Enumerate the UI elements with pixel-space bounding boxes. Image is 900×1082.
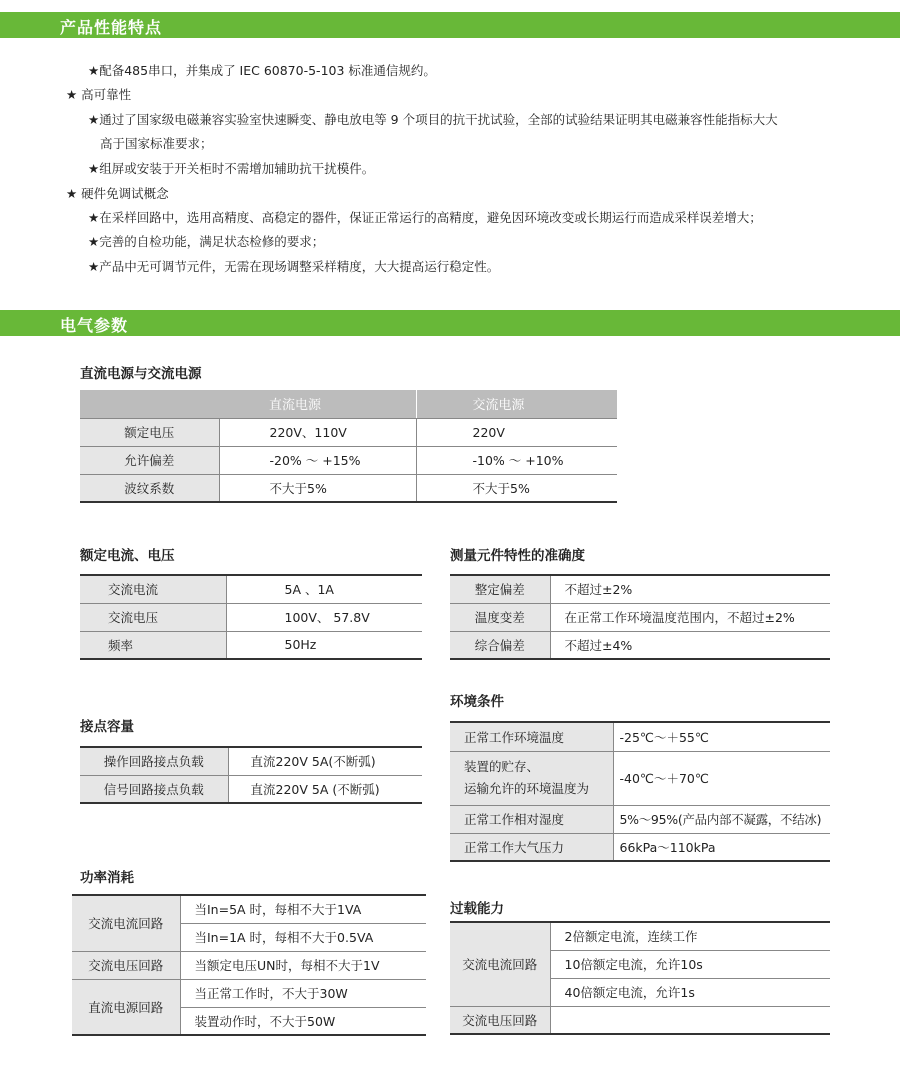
group-label: 交流电流回路 — [450, 922, 550, 1006]
feature-line: 高于国家标准要求； — [100, 136, 213, 151]
feature-line: ★在采样回路中，选用高精度、高稳定的器件，保证正常运行的高精度，避免因环境改变或长期运行而造成采样误差增大； — [88, 210, 762, 225]
consumption-table — [72, 894, 426, 1036]
row-label: 整定偏差 — [450, 575, 550, 603]
table-row — [80, 474, 617, 502]
row-label: 允许偏差 — [80, 446, 219, 474]
cell: 当In=1A 时，每相不大于0.5VA — [180, 923, 426, 951]
table-row — [80, 775, 422, 803]
feature-line: ★产品中无可调节元件，无需在现场调整采样精度，大大提高运行稳定性。 — [88, 259, 500, 274]
cell: 5A 、1A — [226, 575, 422, 603]
row-label: 正常工作环境温度 — [450, 722, 613, 751]
cell: 当正常工作时，不大于30W — [180, 979, 426, 1007]
group-label: 交流电压回路 — [450, 1006, 550, 1034]
table-row — [450, 751, 830, 805]
table-row — [450, 722, 830, 751]
params-section-title: 电气参数 — [60, 316, 129, 335]
cell: -40℃～＋70℃ — [613, 751, 830, 805]
cell: 10倍额定电流，允许10s — [550, 950, 830, 978]
feature-line: ★完善的自检功能，满足状态检修的要求； — [88, 234, 325, 249]
table-row — [72, 895, 426, 923]
table-row — [80, 747, 422, 775]
row-label-line: 运输允许的环境温度为 — [464, 781, 590, 796]
cell: 直流220V 5A(不断弧) — [228, 747, 422, 775]
env-table — [450, 721, 830, 862]
table-row — [80, 418, 617, 446]
cell: 不超过±2% — [550, 575, 830, 603]
cell: -25℃～＋55℃ — [613, 722, 830, 751]
row-label: 正常工作大气压力 — [450, 833, 613, 861]
cell: 不超过±4% — [550, 631, 830, 659]
row-label: 操作回路接点负载 — [80, 747, 228, 775]
row-label: 频率 — [80, 631, 226, 659]
overload-table-title: 过载能力 — [450, 901, 504, 917]
accuracy-table-title: 测量元件特性的准确度 — [450, 548, 585, 564]
row-label: 信号回路接点负载 — [80, 775, 228, 803]
feature-heading: ★ 高可靠性 — [66, 87, 132, 102]
row-label: 交流电压 — [80, 603, 226, 631]
group-label: 交流电流回路 — [72, 895, 180, 951]
cell: 5%～95%(产品内部不凝露，不结冰) — [613, 805, 830, 833]
row-label: 正常工作相对湿度 — [450, 805, 613, 833]
power-header-ac: 交流电源 — [416, 390, 617, 418]
cell: 不大于5% — [219, 474, 416, 502]
row-label-line: 装置的贮存、 — [464, 759, 540, 774]
cell: 220V、110V — [219, 418, 416, 446]
table-row — [80, 631, 422, 659]
features-section-title: 产品性能特点 — [60, 18, 163, 37]
power-table-title: 直流电源与交流电源 — [80, 366, 202, 382]
cell: 40倍额定电流，允许1s — [550, 978, 830, 1006]
rated-table-title: 额定电流、电压 — [80, 548, 175, 564]
table-row — [450, 1006, 830, 1034]
contact-table — [80, 746, 422, 804]
params-section-bar — [0, 310, 900, 336]
row-label: 综合偏差 — [450, 631, 550, 659]
row-label: 额定电压 — [80, 418, 219, 446]
group-label: 直流电源回路 — [72, 979, 180, 1035]
cell: 直流220V 5A (不断弧) — [228, 775, 422, 803]
group-label: 交流电压回路 — [72, 951, 180, 979]
power-header-dc: 直流电源 — [219, 390, 416, 418]
table-row — [80, 603, 422, 631]
cell — [550, 1006, 830, 1034]
table-row — [450, 833, 830, 861]
cell: -10% ～ +10% — [416, 446, 617, 474]
table-row — [80, 575, 422, 603]
table-row — [72, 979, 426, 1007]
table-row — [450, 631, 830, 659]
contact-table-title: 接点容量 — [80, 719, 134, 735]
cell: 当额定电压UN时，每相不大于1V — [180, 951, 426, 979]
cell: 50Hz — [226, 631, 422, 659]
cell: 66kPa～110kPa — [613, 833, 830, 861]
power-header-blank — [80, 390, 219, 418]
row-label: 交流电流 — [80, 575, 226, 603]
power-table — [80, 390, 617, 503]
cell: 在正常工作环境温度范围内，不超过±2% — [550, 603, 830, 631]
consumption-table-title: 功率消耗 — [80, 870, 134, 886]
cell: 装置动作时，不大于50W — [180, 1007, 426, 1035]
feature-heading: ★ 硬件免调试概念 — [66, 186, 169, 201]
table-row — [450, 922, 830, 950]
env-table-title: 环境条件 — [450, 694, 504, 710]
overload-table — [450, 921, 830, 1035]
feature-line: ★配备485串口，并集成了 IEC 60870-5-103 标准通信规约。 — [88, 63, 436, 78]
accuracy-table — [450, 574, 830, 660]
row-label — [450, 751, 613, 805]
row-label: 波纹系数 — [80, 474, 219, 502]
feature-line: ★组屏或安装于开关柜时不需增加辅助抗干扰模件。 — [88, 161, 375, 176]
rated-table — [80, 574, 422, 660]
feature-line: ★通过了国家级电磁兼容实验室快速瞬变、静电放电等 9 个项目的抗干扰试验，全部的试验结果证明其电磁兼容性能指标大大 — [88, 112, 778, 127]
table-row — [450, 575, 830, 603]
cell: 2倍额定电流，连续工作 — [550, 922, 830, 950]
cell: 不大于5% — [416, 474, 617, 502]
row-label: 温度变差 — [450, 603, 550, 631]
table-row — [450, 603, 830, 631]
cell: -20% ～ +15% — [219, 446, 416, 474]
cell: 当In=5A 时，每相不大于1VA — [180, 895, 426, 923]
features-section-bar — [0, 12, 900, 38]
cell: 220V — [416, 418, 617, 446]
cell: 100V、 57.8V — [226, 603, 422, 631]
table-row — [80, 446, 617, 474]
table-row — [450, 805, 830, 833]
table-row — [72, 951, 426, 979]
